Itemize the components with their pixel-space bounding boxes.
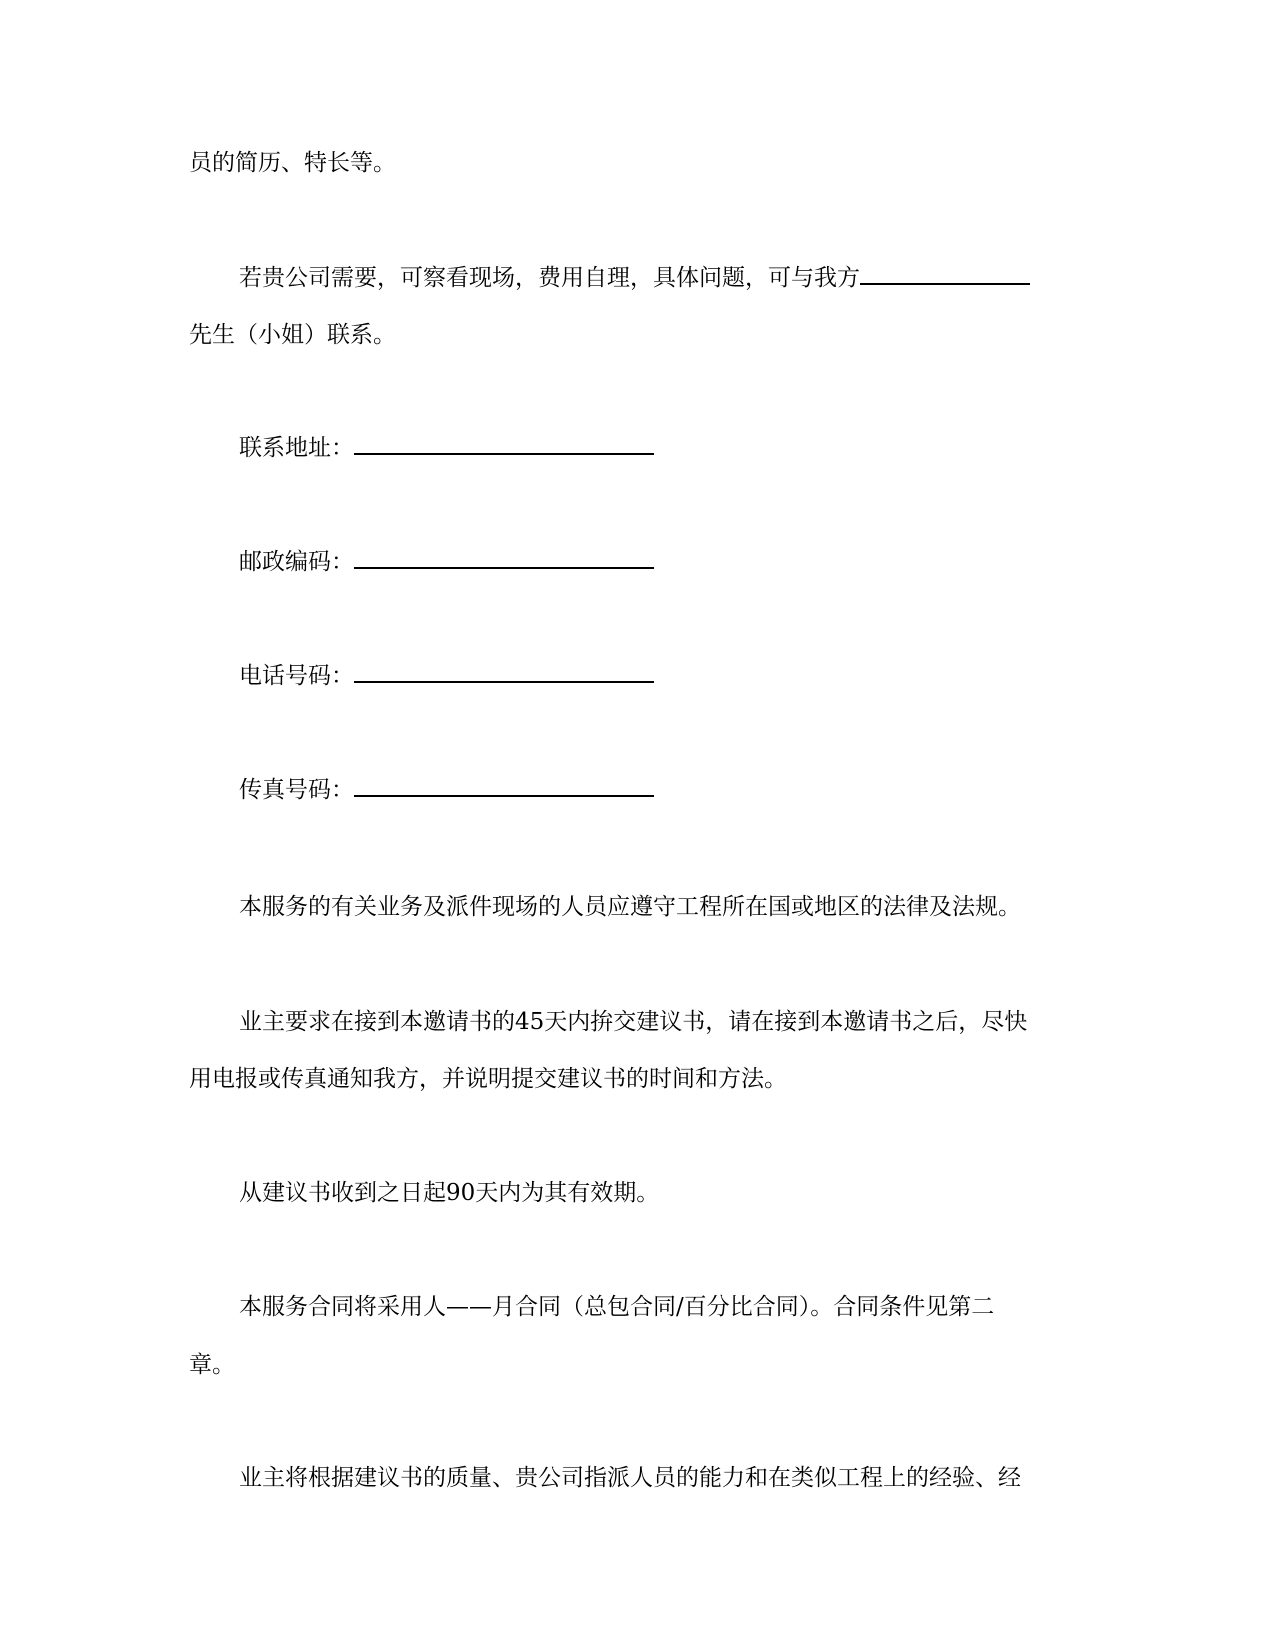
fax-label: 传真号码： [239,777,354,803]
postal-code-label: 邮政编码： [239,549,354,575]
contact-person-blank [860,263,1030,285]
paragraph-line: 业主将根据建议书的质量、贵公司指派人员的能力和在类似工程上的经验、经 [239,1465,1021,1491]
paragraph-line: 从建议书收到之日起90天内为其有效期。 [239,1180,660,1206]
phone-row [239,661,654,691]
paragraph-line: 本服务合同将采用人——月合同（总包合同/百分比合同）。合同条件见第二 [239,1294,995,1320]
contact-sentence-text: 若贵公司需要，可察看现场，费用自理，具体问题，可与我方 [239,265,860,291]
paragraph-line: 章。 [189,1352,235,1378]
postal-code-row [239,547,654,577]
paragraph-line: 本服务的有关业务及派件现场的人员应遵守工程所在国或地区的法律及法规。 [239,894,1021,920]
paragraph-line: 用电报或传真通知我方，并说明提交建议书的时间和方法。 [189,1066,787,1092]
contact-sentence-line [239,263,1030,293]
paragraph-line: 业主要求在接到本邀请书的45天内拚交建议书，请在接到本邀请书之后，尽快 [239,1009,1028,1035]
postal-code-blank [354,547,654,569]
phone-label: 电话号码： [239,663,354,689]
fax-blank [354,775,654,797]
contact-address-label: 联系地址： [239,435,354,461]
paragraph-line: 先生（小姐）联系。 [189,322,396,348]
contact-address-row [239,433,654,463]
fax-row [239,775,654,805]
contact-address-blank [354,433,654,455]
phone-blank [354,661,654,683]
paragraph-line: 员的简历、特长等。 [189,150,396,176]
